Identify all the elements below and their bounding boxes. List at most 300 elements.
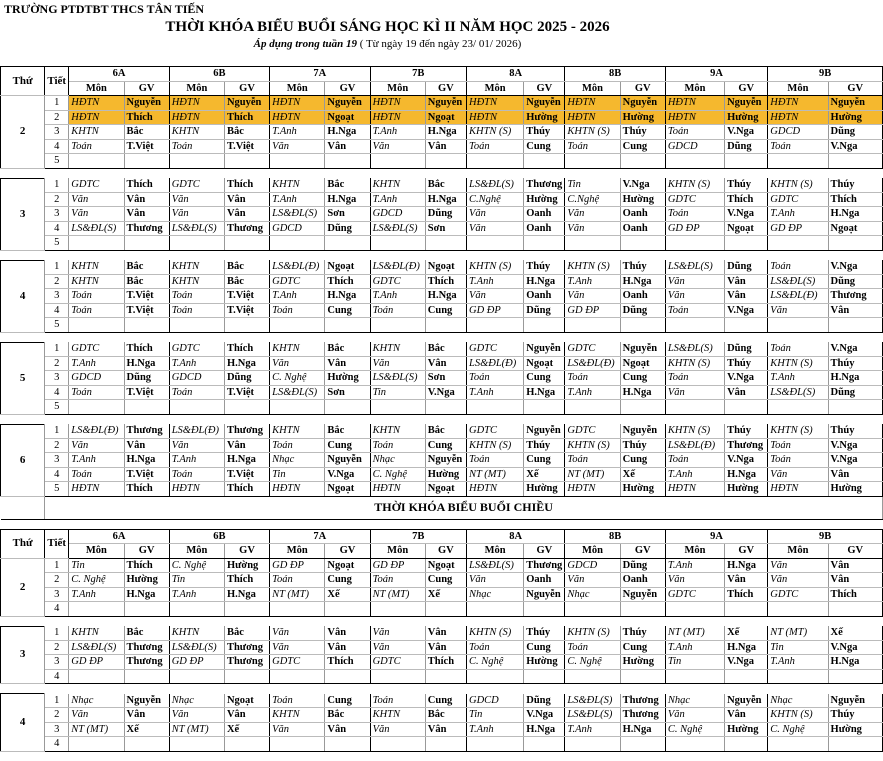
teacher-cell: Thích <box>725 192 768 207</box>
teacher-cell: Nguyễn <box>620 96 665 111</box>
period-number: 2 <box>45 356 69 371</box>
teacher-cell: Thương <box>224 424 269 438</box>
subject-cell: T.Anh <box>69 356 124 371</box>
teacher-cell: Thích <box>124 178 169 192</box>
teacher-cell: Ngoạt <box>425 110 466 125</box>
teacher-cell: Cung <box>325 573 370 588</box>
subject-cell: GDTC <box>169 178 224 192</box>
period-number: 4 <box>45 139 69 154</box>
header-mon: Môn <box>768 544 828 559</box>
teacher-cell: V.Nga <box>725 453 768 468</box>
subject-cell <box>370 236 425 251</box>
subject-cell: GD ĐP <box>270 558 325 573</box>
teacher-cell: Oanh <box>524 573 565 588</box>
teacher-cell: Ngoạt <box>620 356 665 371</box>
period-row <box>1 655 883 670</box>
teacher-cell: Hường <box>425 467 466 482</box>
subject-cell: GDTC <box>270 655 325 670</box>
class-name: 9A <box>665 67 767 82</box>
teacher-cell: Vân <box>425 139 466 154</box>
teacher-cell: Vân <box>725 385 768 400</box>
header-mon: Môn <box>466 544 523 559</box>
subject-cell: T.Anh <box>169 356 224 371</box>
period-number: 3 <box>45 655 69 670</box>
teacher-cell: H.Nga <box>325 192 370 207</box>
teacher-cell: Thích <box>124 110 169 125</box>
teacher-cell: H.Nga <box>725 558 768 573</box>
subject-cell: GDTC <box>270 274 325 289</box>
teacher-cell <box>325 154 370 169</box>
teacher-cell <box>524 154 565 169</box>
teacher-cell: Nguyễn <box>325 96 370 111</box>
period-number: 2 <box>45 708 69 723</box>
subject-cell: GDTC <box>370 274 425 289</box>
subject-cell: T.Anh <box>768 371 828 386</box>
teacher-cell: Dũng <box>224 371 269 386</box>
subject-cell: T.Anh <box>565 274 620 289</box>
teacher-cell: H.Nga <box>725 467 768 482</box>
subject-cell: Văn <box>270 640 325 655</box>
teacher-cell <box>124 602 169 617</box>
subject-cell <box>466 154 523 169</box>
period-row <box>1 110 883 125</box>
subject-cell: Văn <box>665 708 724 723</box>
subject-cell: Văn <box>69 438 124 453</box>
teacher-cell: Hường <box>725 110 768 125</box>
subject-cell: Văn <box>665 289 724 304</box>
class-name: 9A <box>665 529 767 544</box>
subject-cell: KHTN <box>169 125 224 140</box>
teacher-cell: Oanh <box>620 289 665 304</box>
subject-cell <box>370 318 425 333</box>
teacher-cell: Cung <box>524 640 565 655</box>
subject-cell: NT (MT) <box>69 722 124 737</box>
teacher-cell: T.Việt <box>224 385 269 400</box>
teacher-cell: V.Nga <box>725 303 768 318</box>
subject-cell: HĐTN <box>768 110 828 125</box>
period-number: 5 <box>45 318 69 333</box>
day-cell: 4 <box>1 260 45 332</box>
period-number: 5 <box>45 154 69 169</box>
teacher-cell: Ngoạt <box>325 260 370 274</box>
subject-cell: T.Anh <box>665 640 724 655</box>
subject-cell: Văn <box>565 573 620 588</box>
teacher-cell: Nguyễn <box>524 424 565 438</box>
teacher-cell <box>124 318 169 333</box>
header-mon: Môn <box>565 544 620 559</box>
subject-cell <box>270 737 325 752</box>
teacher-cell: Vân <box>325 626 370 640</box>
teacher-cell: Thương <box>124 640 169 655</box>
teacher-cell: Nguyễn <box>725 96 768 111</box>
teacher-cell: Ngoạt <box>725 221 768 236</box>
subject-cell: GDTC <box>370 655 425 670</box>
subject-cell: T.Anh <box>370 192 425 207</box>
subject-cell: HĐTN <box>69 96 124 111</box>
subject-cell: HĐTN <box>665 96 724 111</box>
subject-cell <box>466 602 523 617</box>
subject-cell: T.Anh <box>768 207 828 222</box>
teacher-cell: Cung <box>425 694 466 708</box>
subject-cell: T.Anh <box>565 385 620 400</box>
header-gv: GV <box>124 81 169 96</box>
subject-cell: Văn <box>565 289 620 304</box>
subject-cell <box>665 602 724 617</box>
period-row <box>1 640 883 655</box>
subject-cell <box>768 602 828 617</box>
class-name: 9B <box>768 529 883 544</box>
subject-cell: GDCD <box>665 139 724 154</box>
subject-cell: LS&ĐL(S) <box>370 371 425 386</box>
teacher-cell: Bắc <box>425 178 466 192</box>
subject-cell: Toán <box>169 139 224 154</box>
teacher-cell: Cung <box>325 438 370 453</box>
subject-cell: GDTC <box>466 342 523 356</box>
teacher-cell: Xế <box>124 722 169 737</box>
subject-cell <box>466 236 523 251</box>
subject-cell: T.Anh <box>565 722 620 737</box>
subject-cell <box>169 737 224 752</box>
period-row <box>1 371 883 386</box>
teacher-cell: Cung <box>524 453 565 468</box>
subject-cell <box>565 318 620 333</box>
day-cell: 4 <box>1 694 45 752</box>
subject-cell <box>565 602 620 617</box>
teacher-cell: V.Nga <box>325 467 370 482</box>
teacher-cell: Ngoạt <box>524 356 565 371</box>
teacher-cell <box>828 154 882 169</box>
teacher-cell: Cung <box>325 694 370 708</box>
header-gv: GV <box>325 81 370 96</box>
teacher-cell: Vân <box>725 708 768 723</box>
subject-cell: HĐTN <box>169 96 224 111</box>
teacher-cell <box>828 236 882 251</box>
subject-cell <box>768 236 828 251</box>
teacher-cell <box>725 400 768 415</box>
teacher-cell: Thúy <box>725 424 768 438</box>
class-name: 8A <box>466 67 564 82</box>
teacher-cell: Ngoạt <box>425 260 466 274</box>
subject-cell: HĐTN <box>665 482 724 497</box>
day-cell: 3 <box>1 178 45 250</box>
subject-cell <box>69 602 124 617</box>
teacher-cell: Sơn <box>325 385 370 400</box>
teacher-cell: Thích <box>224 482 269 497</box>
subject-cell: NT (MT) <box>565 467 620 482</box>
subject-cell: HĐTN <box>370 96 425 111</box>
teacher-cell: Thích <box>828 587 882 602</box>
subject-cell: Văn <box>565 221 620 236</box>
teacher-cell <box>524 400 565 415</box>
teacher-cell: Thích <box>124 482 169 497</box>
teacher-cell: H.Nga <box>524 722 565 737</box>
teacher-cell: Cung <box>325 303 370 318</box>
period-number: 4 <box>45 303 69 318</box>
period-row <box>1 192 883 207</box>
subject-cell: C. Nghệ <box>169 558 224 573</box>
teacher-cell: H.Nga <box>828 207 882 222</box>
subject-cell: LS&ĐL(Đ) <box>768 289 828 304</box>
spacer-row <box>1 250 883 260</box>
header-mon: Môn <box>69 81 124 96</box>
period-number: 2 <box>45 110 69 125</box>
teacher-cell: Dũng <box>524 694 565 708</box>
teacher-cell: Hường <box>620 482 665 497</box>
teacher-cell: Hường <box>725 482 768 497</box>
class-name: 6B <box>169 529 269 544</box>
teacher-cell <box>828 737 882 752</box>
subject-cell <box>565 737 620 752</box>
teacher-cell: Nguyễn <box>524 96 565 111</box>
subject-cell: T.Anh <box>69 587 124 602</box>
teacher-cell: Hường <box>124 573 169 588</box>
subject-cell: HĐTN <box>69 110 124 125</box>
class-name: 7B <box>370 529 466 544</box>
teacher-cell: Ngoạt <box>325 558 370 573</box>
subject-cell: Toán <box>270 303 325 318</box>
header-mon: Môn <box>565 81 620 96</box>
teacher-cell: Nguyễn <box>620 342 665 356</box>
period-number: 1 <box>45 626 69 640</box>
subject-cell <box>565 669 620 684</box>
teacher-cell: Thích <box>425 274 466 289</box>
teacher-cell: Nguyễn <box>524 587 565 602</box>
subject-cell: LS&ĐL(S) <box>565 694 620 708</box>
teacher-cell: Vân <box>124 207 169 222</box>
subject-cell: Văn <box>270 139 325 154</box>
subject-cell: Nhạc <box>270 453 325 468</box>
subject-cell: C. Nghệ <box>466 655 523 670</box>
teacher-cell: Thương <box>828 289 882 304</box>
afternoon-title-blank <box>1 496 45 519</box>
teacher-cell: Thương <box>620 708 665 723</box>
teacher-cell: Vân <box>828 573 882 588</box>
subject-cell: Văn <box>665 573 724 588</box>
period-number: 3 <box>45 722 69 737</box>
subject-cell <box>69 737 124 752</box>
teacher-cell: Bắc <box>425 708 466 723</box>
subject-cell <box>466 318 523 333</box>
teacher-cell: Dũng <box>425 207 466 222</box>
subject-cell: KHTN <box>69 626 124 640</box>
teacher-cell: Thúy <box>524 260 565 274</box>
subject-cell: Văn <box>69 207 124 222</box>
subject-cell: GD ĐP <box>370 558 425 573</box>
teacher-cell: V.Nga <box>524 708 565 723</box>
subject-cell: Văn <box>270 356 325 371</box>
subject-cell: HĐTN <box>768 96 828 111</box>
subject-cell <box>768 154 828 169</box>
teacher-cell <box>425 737 466 752</box>
header-gv: GV <box>725 544 768 559</box>
period-row <box>1 260 883 274</box>
subject-cell <box>665 318 724 333</box>
header-mon: Môn <box>69 544 124 559</box>
period-number: 5 <box>45 236 69 251</box>
teacher-cell: Thương <box>124 221 169 236</box>
spacer-cell <box>1 250 883 260</box>
teacher-cell: Vân <box>224 438 269 453</box>
subject-cell: LS&ĐL(S) <box>466 558 523 573</box>
subject-cell: Văn <box>169 708 224 723</box>
subject-cell <box>169 236 224 251</box>
subject-cell <box>768 737 828 752</box>
spacer-cell <box>1 751 883 761</box>
teacher-cell <box>124 400 169 415</box>
subject-cell <box>370 602 425 617</box>
teacher-cell: Hường <box>224 558 269 573</box>
class-name: 9B <box>768 67 883 82</box>
subject-cell: HĐTN <box>565 110 620 125</box>
teacher-cell: Vân <box>124 438 169 453</box>
period-row <box>1 125 883 140</box>
teacher-cell: Nguyễn <box>620 424 665 438</box>
teacher-cell: Thương <box>224 640 269 655</box>
subject-cell: GD ĐP <box>768 221 828 236</box>
subject-cell: Toán <box>768 438 828 453</box>
subject-cell: Tin <box>270 467 325 482</box>
teacher-cell <box>124 669 169 684</box>
teacher-cell: H.Nga <box>425 289 466 304</box>
teacher-cell: Xế <box>325 587 370 602</box>
subject-cell <box>169 602 224 617</box>
subject-cell: LS&ĐL(Đ) <box>169 424 224 438</box>
spacer-row <box>1 751 883 761</box>
subject-cell: HĐTN <box>466 110 523 125</box>
subject-cell: C. Nghệ <box>565 655 620 670</box>
subject-cell: T.Anh <box>270 289 325 304</box>
teacher-cell: Ngoạt <box>828 221 882 236</box>
teacher-cell: Thúy <box>725 356 768 371</box>
teacher-cell: Dũng <box>725 342 768 356</box>
teacher-cell: H.Nga <box>124 356 169 371</box>
subject-cell: KHTN <box>69 274 124 289</box>
header-gv: GV <box>425 81 466 96</box>
subject-cell: Toán <box>69 467 124 482</box>
teacher-cell: Thúy <box>620 438 665 453</box>
teacher-cell: Bắc <box>325 178 370 192</box>
subject-cell: Toán <box>665 303 724 318</box>
teacher-cell <box>425 400 466 415</box>
teacher-cell: Oanh <box>524 207 565 222</box>
subject-cell <box>665 737 724 752</box>
teacher-cell: Thích <box>325 655 370 670</box>
teacher-cell: Sơn <box>425 221 466 236</box>
teacher-cell: Xế <box>224 722 269 737</box>
teacher-cell <box>224 737 269 752</box>
teacher-cell <box>524 236 565 251</box>
subject-cell: HĐTN <box>169 482 224 497</box>
subject-cell: KHTN (S) <box>565 626 620 640</box>
subject-cell: NT (MT) <box>370 587 425 602</box>
period-number: 4 <box>45 221 69 236</box>
header-mon: Môn <box>665 544 724 559</box>
subject-cell: KHTN (S) <box>665 178 724 192</box>
teacher-cell: Xế <box>725 626 768 640</box>
header-tiet: Tiết <box>45 529 69 558</box>
teacher-cell: Xế <box>425 587 466 602</box>
subtitle-week: Áp dụng trong tuần 19 <box>253 38 357 50</box>
teacher-cell <box>325 669 370 684</box>
subject-cell <box>466 669 523 684</box>
subject-cell: Tin <box>665 655 724 670</box>
teacher-cell: Thích <box>325 274 370 289</box>
subject-cell: KHTN (S) <box>466 626 523 640</box>
subject-cell: Tin <box>565 178 620 192</box>
header-gv: GV <box>524 544 565 559</box>
period-number: 1 <box>45 96 69 111</box>
teacher-cell <box>224 669 269 684</box>
teacher-cell: Bắc <box>224 260 269 274</box>
teacher-cell: Hường <box>828 722 882 737</box>
header-tiet: Tiết <box>45 67 69 96</box>
teacher-cell: Thương <box>620 694 665 708</box>
teacher-cell: H.Nga <box>124 587 169 602</box>
period-number: 1 <box>45 260 69 274</box>
teacher-cell: Vân <box>325 640 370 655</box>
teacher-cell: Thích <box>425 655 466 670</box>
period-number: 3 <box>45 587 69 602</box>
teacher-cell: Cung <box>620 371 665 386</box>
teacher-cell: Thích <box>124 558 169 573</box>
subject-cell <box>768 318 828 333</box>
teacher-cell: Xế <box>828 626 882 640</box>
subject-cell: GDCD <box>270 221 325 236</box>
subject-cell: T.Anh <box>768 655 828 670</box>
teacher-cell: Bắc <box>224 274 269 289</box>
period-number: 2 <box>45 192 69 207</box>
subject-cell <box>270 236 325 251</box>
subject-cell: C. Nghệ <box>270 371 325 386</box>
subject-cell: Văn <box>270 626 325 640</box>
teacher-cell: Vân <box>425 722 466 737</box>
period-row <box>1 694 883 708</box>
teacher-cell: Xế <box>620 467 665 482</box>
period-row <box>1 626 883 640</box>
teacher-cell: Thương <box>224 221 269 236</box>
subject-cell: Văn <box>768 558 828 573</box>
subject-cell: LS&ĐL(Đ) <box>69 424 124 438</box>
teacher-cell: Oanh <box>524 221 565 236</box>
subject-cell: HĐTN <box>565 482 620 497</box>
spacer-row <box>1 168 883 178</box>
day-cell: 5 <box>1 342 45 414</box>
teacher-cell <box>828 669 882 684</box>
header-gv: GV <box>725 81 768 96</box>
teacher-cell: Hường <box>524 482 565 497</box>
subject-cell: Toán <box>69 289 124 304</box>
teacher-cell <box>524 737 565 752</box>
subject-cell: Toán <box>169 289 224 304</box>
subject-cell: KHTN <box>370 708 425 723</box>
subject-cell: LS&ĐL(S) <box>466 178 523 192</box>
spacer-row <box>1 332 883 342</box>
teacher-cell: T.Việt <box>224 139 269 154</box>
subject-cell <box>466 400 523 415</box>
subject-cell: GDTC <box>466 424 523 438</box>
teacher-cell <box>325 318 370 333</box>
teacher-cell: Bắc <box>325 424 370 438</box>
teacher-cell: Nguyễn <box>620 587 665 602</box>
teacher-cell <box>325 236 370 251</box>
subject-cell <box>69 669 124 684</box>
subject-cell: GDTC <box>69 178 124 192</box>
teacher-cell: Bắc <box>124 260 169 274</box>
subject-cell: T.Anh <box>466 274 523 289</box>
teacher-cell: Thương <box>124 424 169 438</box>
teacher-cell: T.Việt <box>124 139 169 154</box>
period-number: 3 <box>45 453 69 468</box>
